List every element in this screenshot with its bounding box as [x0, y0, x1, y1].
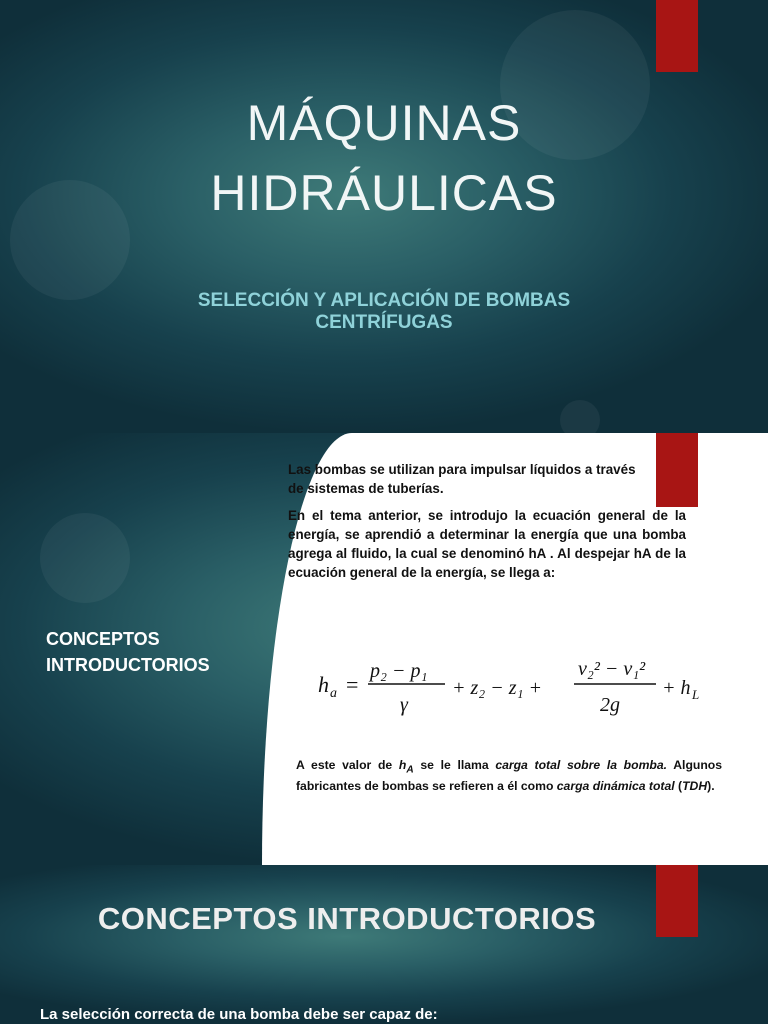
intro-text: La selección correcta de una bomba debe ser capaz de: [40, 1006, 438, 1023]
text-run: A este valor de [296, 758, 399, 772]
slide-heading: CONCEPTOS INTRODUCTORIOS [97, 901, 597, 936]
eq-tail-sub: L [692, 687, 700, 702]
subtitle [0, 290, 768, 334]
pump-head-equation [318, 651, 718, 721]
accent-bar [656, 0, 698, 72]
eq-equals: = [346, 672, 359, 697]
slide-concepts [0, 433, 768, 865]
slide-concepts-2 [0, 865, 768, 1024]
symbol-h-sub: A [406, 764, 414, 776]
term-tdh: TDH [682, 779, 708, 794]
main-title [0, 88, 768, 228]
eq-denominator: γ [400, 694, 408, 716]
equation-graphic [318, 651, 718, 721]
subtitle-line1: SELECCIÓN Y APLICACIÓN DE BOMBAS [197, 290, 571, 311]
term-dynamic-head: carga dinámica total [556, 779, 675, 794]
main-title-line1: MÁQUINAS [246, 95, 522, 151]
text-run: ( [674, 779, 683, 794]
text-run: se le llama [413, 758, 496, 772]
text-run: ). [707, 779, 715, 794]
section-heading [46, 626, 210, 678]
section-heading-line2: INTRODUCTORIOS [46, 655, 210, 675]
bokeh-decoration [560, 400, 600, 433]
symbol-h: h [398, 758, 407, 772]
subtitle-line2: CENTRÍFUGAS [315, 312, 453, 333]
bokeh-decoration [40, 513, 130, 603]
eq-tail: + h [662, 677, 691, 699]
eq-lhs: h [318, 672, 329, 697]
text-run: Algunos fabricantes de bombas se refieren a él como [296, 758, 722, 794]
eq-numerator2: v₂² − v₁² [578, 658, 646, 680]
accent-bar [656, 433, 698, 507]
section-heading-line1: CONCEPTOS [46, 629, 160, 649]
main-title-line2: HIDRÁULICAS [210, 165, 558, 221]
eq-lhs-sub: a [330, 686, 337, 701]
eq-middle: + z₂ − z₁ + [452, 677, 542, 699]
eq-denominator2: 2g [600, 694, 620, 716]
slide-title [0, 0, 768, 433]
paragraph-total-head [296, 757, 722, 795]
paragraph-energy: En el tema anterior, se introdujo la ecuación general de la energía, se aprendió a determinar la energía que una bomba agrega al fluido, la cual se denominó hA . Al despejar hA de la ecuación general de la energía, se llega a: [288, 508, 686, 580]
paragraph-pumps: Las bombas se utilizan para impulsar líquidos a través de sistemas de tuberías. [288, 462, 636, 496]
term-total-head: carga total sobre la bomba. [495, 758, 668, 772]
eq-numerator: p₂ − p₁ [370, 660, 428, 682]
